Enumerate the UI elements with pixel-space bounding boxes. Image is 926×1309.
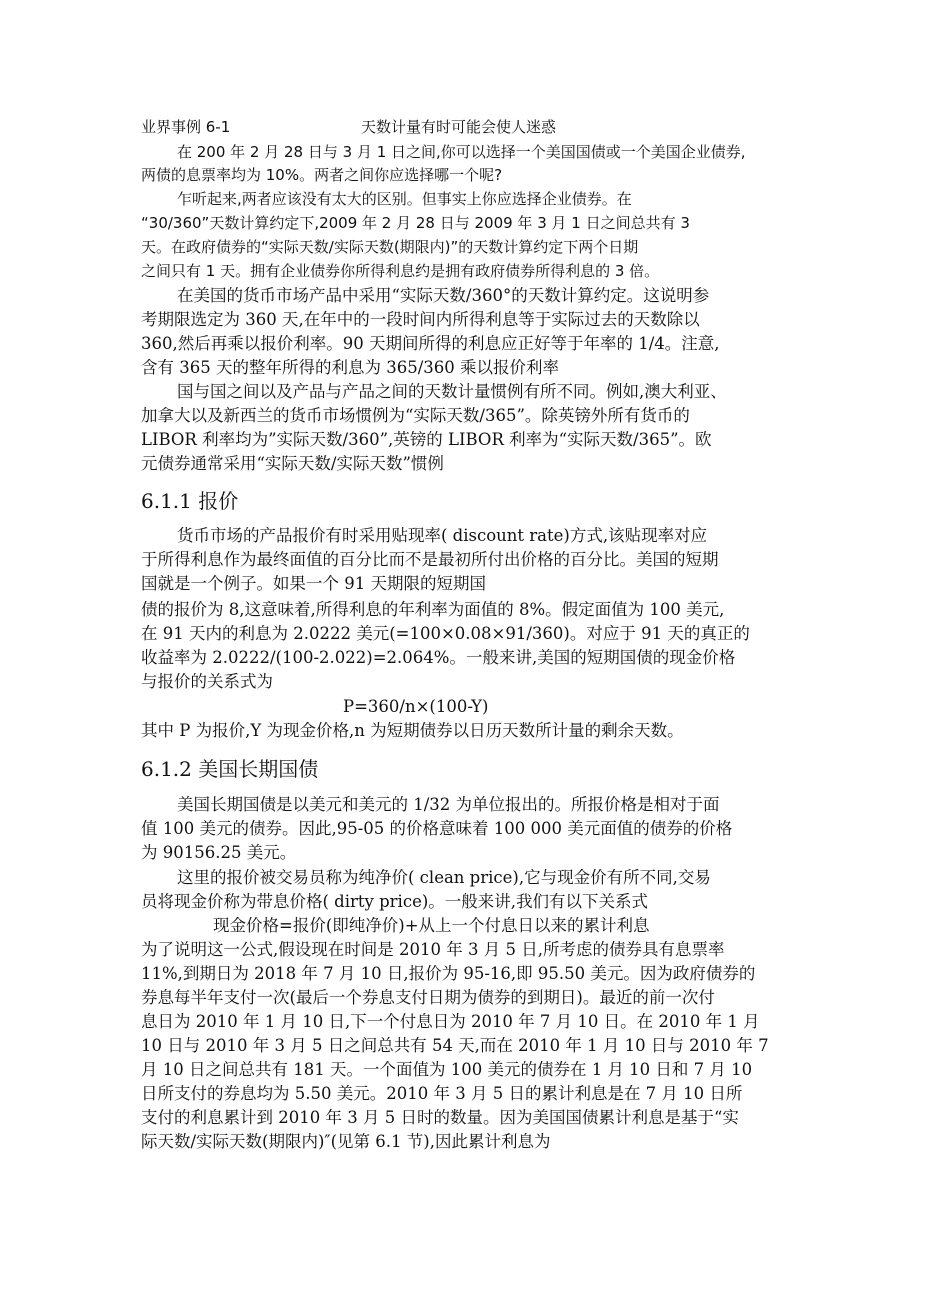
box-line: “30/360”天数计算约定下,2009 年 2 月 28 日与 2009 年 3 月 1 日之间总共有 3 [141,214,690,232]
paragraph-line: 日所支付的券息均为 5.50 美元。2010 年 3 月 5 日的累计利息是在 7 月 10 日所 [141,1084,743,1103]
paragraph-line: 为了说明这一公式,假设现在时间是 2010 年 3 月 5 日,所考虑的债券具有息票率 [141,940,725,959]
paragraph-line: 货币市场的产品报价有时采用贴现率( discount rate)方式,该贴现率对应 [177,526,708,545]
case-title: 天数计量有时可能会使人迷惑 [361,118,557,136]
paragraph-line: 债的报价为 8,这意味着,所得利息的年利率为面值的 8%。假定面值为 100 美元, [141,600,725,619]
paragraph-line: 券息每半年支付一次(最后一个券息支付日期为债券的到期日)。最近的前一次付 [141,988,715,1007]
paragraph-line: 在 91 天内的利息为 2.0222 美元(=100×0.08×91/360)。对应于 91 天的真正的 [141,624,750,643]
paragraph-line: 际天数/实际天数(期限内)″(见第 6.1 节),因此累计利息为 [141,1132,551,1151]
box-line: 乍听起来,两者应该没有太大的区别。但事实上你应选择企业债券。在 [177,190,632,208]
paragraph-line: 考期限选定为 360 天,在年中的一段时间内所得利息等于实际过去的天数除以 [141,310,700,329]
paragraph-line: 支付的利息累计到 2010 年 3 月 5 日时的数量。因为美国国债累计利息是基于“实 [141,1108,739,1127]
paragraph-line: 值 100 美元的债券。因此,95-05 的价格意味着 100 000 美元面值的债券的价格 [141,819,733,838]
paragraph-line: 月 10 日之间总共有 181 天。一个面值为 100 美元的债券在 1 月 10 日和 7 月 10 [141,1060,753,1079]
paragraph-line: 11%,到期日为 2018 年 7 月 10 日,报价为 95-16,即 95.50 美元。因为政府债券的 [141,964,756,983]
box-line: 天。在政府债券的“实际天数/实际天数(期限内)”的天数计算约定下两个日期 [141,238,639,256]
paragraph-line: 加拿大以及新西兰的货币市场惯例为“实际天数/365”。除英镑外所有货币的 [141,406,690,425]
paragraph-line: 在美国的货币市场产品中采用“实际天数/360°的天数计算约定。这说明参 [177,286,710,305]
formula: P=360/n×(100-Y) [343,697,489,716]
paragraph-line: 含有 365 天的整年所得的利息为 365/360 乘以报价利率 [141,358,560,377]
case-label: 业界事例 6-1 [141,118,231,136]
paragraph-line: 元债券通常采用“实际天数/实际天数”惯例 [141,454,444,473]
paragraph-line: 这里的报价被交易员称为纯净价( clean price),它与现金价有所不同,交易 [177,868,711,887]
paragraph-line: 360,然后再乘以报价利率。90 天期间所得的利息应正好等于年率的 1/4。注意, [141,334,720,353]
box-line: 在 200 年 2 月 28 日与 3 月 1 日之间,你可以选择一个美国国债或一个美国企业债券, [177,143,746,161]
formula: 现金价格=报价(即纯净价)+从上一个付息日以来的累计利息 [213,916,650,935]
paragraph-line: 息日为 2010 年 1 月 10 日,下一个付息日为 2010 年 7 月 10 日。在 2010 年 1 月 [141,1012,760,1031]
paragraph-line: LIBOR 利率均为”实际天数/360”,英镑的 LIBOR 利率为“实际天数/365”。欧 [141,430,712,449]
box-line: 之间只有 1 天。拥有企业债券你所得利息约是拥有政府债券所得利息的 3 倍。 [141,262,660,280]
paragraph-line: 收益率为 2.0222/(100-2.022)=2.064%。一般来讲,美国的短期国债的现金价格 [141,648,736,667]
box-line: 两债的息票率均为 10%。两者之间你应选择哪一个呢? [141,166,503,184]
paragraph-line: 员将现金价称为带息价格( dirty price)。一般来讲,我们有以下关系式 [141,892,649,911]
paragraph-line: 为 90156.25 美元。 [141,843,297,862]
section-heading: 6.1.1 报价 [141,489,239,513]
paragraph-line: 美国长期国债是以美元和美元的 1/32 为单位报出的。所报价格是相对于面 [177,795,720,814]
paragraph-line: 国就是一个例子。如果一个 91 天期限的短期国 [141,574,486,593]
section-heading: 6.1.2 美国长期国债 [141,757,319,781]
paragraph-line: 于所得利息作为最终面值的百分比而不是最初所付出价格的百分比。美国的短期 [141,550,719,569]
paragraph-line: 与报价的关系式为 [141,672,273,691]
paragraph-line: 10 日与 2010 年 3 月 5 日之间总共有 54 天,而在 2010 年 1 月 10 日与 2010 年 7 [141,1036,769,1055]
paragraph-line: 其中 P 为报价,Y 为现金价格,n 为短期债券以日历天数所计量的剩余天数。 [141,721,684,740]
paragraph-line: 国与国之间以及产品与产品之间的天数计量惯例有所不同。例如,澳大利亚、 [177,382,727,401]
